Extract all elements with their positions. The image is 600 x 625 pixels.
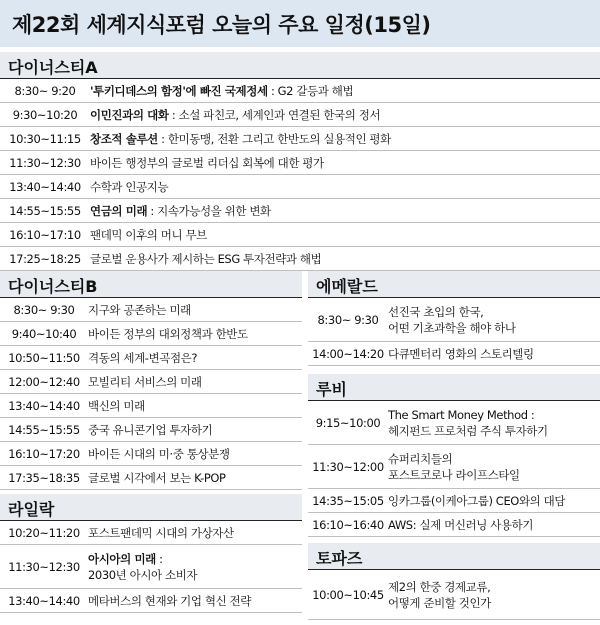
session-text: 제2의 한중 경제교류, [388, 579, 491, 594]
session-description [88, 326, 302, 342]
session-description [90, 251, 600, 267]
session-time: 11:30~12:00 [312, 459, 384, 474]
schedule-row [0, 394, 302, 418]
session-description [388, 451, 600, 483]
session-text: 격동의 세계-변곡점은? [88, 350, 198, 365]
session-text: 중국 유니콘기업 투자하기 [88, 422, 213, 437]
schedule-row [0, 247, 600, 271]
session-description [88, 551, 302, 583]
session-description [388, 517, 600, 533]
schedule-row [308, 513, 600, 537]
session-description [88, 446, 302, 462]
session-description [88, 422, 302, 438]
schedule-row [0, 199, 600, 223]
section-lilac [0, 494, 302, 613]
session-description [90, 131, 600, 147]
session-text: 바이든 행정부의 글로벌 리더십 회복에 대한 평가 [90, 155, 324, 170]
session-text-line2: 2030년 아시아 소비자 [88, 567, 198, 582]
session-text: 다큐멘터리 영화의 스토리텔링 [388, 346, 534, 361]
schedule-row [0, 418, 302, 442]
session-time: 17:25~18:25 [9, 251, 81, 266]
session-text: 잉카그룹(이케아그룹) CEO와의 대담 [388, 493, 566, 508]
session-time: 12:00~12:40 [8, 374, 80, 389]
session-text: : 한미동맹, 전환 그리고 한반도의 실용적인 평화 [157, 131, 391, 146]
section-heading: 라일락 [0, 494, 302, 521]
session-text-line2: 헤지펀드 프로처럼 주식 투자하기 [388, 423, 548, 438]
session-time: 14:55~15:55 [8, 422, 80, 437]
session-time: 17:35~18:35 [8, 470, 80, 485]
session-text: : 지속가능성을 위한 변화 [147, 203, 271, 218]
session-time: 9:30~10:20 [12, 107, 78, 122]
section-heading: 루비 [308, 374, 600, 401]
session-time: 13:40~14:40 [8, 398, 80, 413]
session-time: 11:30~12:30 [8, 559, 80, 574]
session-description [90, 203, 600, 219]
section-heading: 다이너스티A [0, 52, 600, 79]
session-time: 14:35~15:05 [312, 493, 384, 508]
session-time: 8:30~ 9:30 [317, 312, 379, 327]
session-description [88, 470, 302, 486]
schedule-row [0, 103, 600, 127]
session-text: 글로벌 시각에서 보는 K-POP [88, 470, 226, 485]
session-time: 16:10~17:10 [9, 227, 81, 242]
session-title-bold: 창조적 솔루션 [90, 131, 158, 146]
session-text: 수학과 인공지능 [90, 179, 169, 194]
session-text: 지구와 공존하는 미래 [88, 302, 191, 317]
session-title-bold: '투키디데스의 함정'에 빠진 국제정세 [90, 83, 268, 98]
session-description [88, 374, 302, 390]
session-time: 8:30~ 9:20 [14, 83, 76, 98]
session-description [388, 579, 600, 611]
session-title-bold: 이민진과의 대화 [90, 107, 169, 122]
session-time: 13:40~14:40 [8, 593, 80, 608]
session-text: 포스트팬데믹 시대의 가상자산 [88, 525, 234, 540]
session-time: 10:50~11:50 [8, 350, 80, 365]
section-dynasty-a [0, 52, 600, 271]
session-time: 10:20~11:20 [8, 525, 80, 540]
session-description [388, 407, 600, 439]
session-title-bold: 연금의 미래 [90, 203, 148, 218]
session-text: AWS: 실제 머신러닝 사용하기 [388, 517, 534, 532]
page-title: 제22회 세계지식포럼 오늘의 주요 일정(15일) [0, 0, 600, 47]
session-text: 슈퍼리치들의 [388, 451, 453, 466]
session-description [88, 398, 302, 414]
session-text: : 소설 파친코, 세계인과 연결된 한국의 정서 [168, 107, 381, 122]
schedule-row [0, 298, 302, 322]
schedule-row [0, 127, 600, 151]
session-description [388, 304, 600, 336]
session-text: 백신의 미래 [88, 398, 145, 413]
session-description [388, 493, 600, 509]
session-description [88, 302, 302, 318]
session-time: 8:30~ 9:30 [13, 302, 75, 317]
section-emerald [308, 271, 600, 366]
schedule-row [0, 223, 600, 247]
session-time: 9:40~10:40 [11, 326, 77, 341]
section-heading: 에메랄드 [308, 271, 600, 298]
section-heading: 다이너스티B [0, 271, 302, 298]
session-text: : G2 갈등과 해법 [267, 83, 354, 98]
session-description [88, 593, 302, 609]
schedule-row [0, 589, 302, 613]
section-ruby [308, 374, 600, 537]
session-time: 11:30~12:30 [9, 155, 81, 170]
schedule-row [0, 370, 302, 394]
session-time: 10:30~11:15 [9, 131, 81, 146]
session-text: 글로벌 운용사가 제시하는 ESG 투자전략과 해법 [90, 251, 322, 266]
schedule-row [0, 521, 302, 545]
session-description [388, 346, 600, 362]
session-text: The Smart Money Method : [388, 407, 535, 422]
schedule-row [0, 346, 302, 370]
session-time: 9:15~10:00 [315, 415, 381, 430]
schedule-row [0, 466, 302, 490]
session-description [90, 179, 600, 195]
session-description [88, 525, 302, 541]
session-text: 바이든 시대의 미·중 통상분쟁 [88, 446, 230, 461]
schedule-row [0, 442, 302, 466]
schedule-row [0, 151, 600, 175]
session-text-line2: 어떻게 준비할 것인가 [388, 595, 491, 610]
session-time: 16:10~17:20 [8, 446, 80, 461]
session-description [90, 227, 600, 243]
section-topaz [308, 543, 600, 620]
schedule-row [0, 175, 600, 199]
session-text-line2: 어떤 기초과학을 해야 하나 [388, 320, 516, 335]
section-dynasty-b [0, 271, 302, 490]
session-text: 바이든 정부의 대외정책과 한반도 [88, 326, 248, 341]
session-description [90, 155, 600, 171]
schedule-row [308, 401, 600, 445]
session-time: 16:10~16:40 [312, 517, 384, 532]
schedule-row [0, 545, 302, 589]
session-time: 13:40~14:40 [9, 179, 81, 194]
schedule-row [308, 445, 600, 489]
session-text: 모빌리티 서비스의 미래 [88, 374, 202, 389]
session-text-line2: 포스트코로나 라이프스타일 [388, 467, 520, 482]
session-description [88, 350, 302, 366]
section-heading: 토파즈 [308, 543, 600, 570]
schedule-row [0, 322, 302, 346]
session-description [90, 83, 600, 99]
schedule-row [308, 298, 600, 342]
session-text: 팬데믹 이후의 머니 무브 [90, 227, 207, 242]
session-text: : [155, 551, 163, 566]
session-time: 10:00~10:45 [312, 587, 384, 602]
session-description [90, 107, 600, 123]
session-text: 선진국 초입의 한국, [388, 304, 484, 319]
schedule-row [308, 570, 600, 620]
schedule-row [308, 342, 600, 366]
session-time: 14:00~14:20 [312, 346, 384, 361]
session-time: 14:55~15:55 [9, 203, 81, 218]
schedule-row [0, 79, 600, 103]
session-text: 메타버스의 현재와 기업 혁신 전략 [88, 593, 251, 608]
schedule-row [308, 489, 600, 513]
session-title-bold: 아시아의 미래 [88, 551, 156, 566]
